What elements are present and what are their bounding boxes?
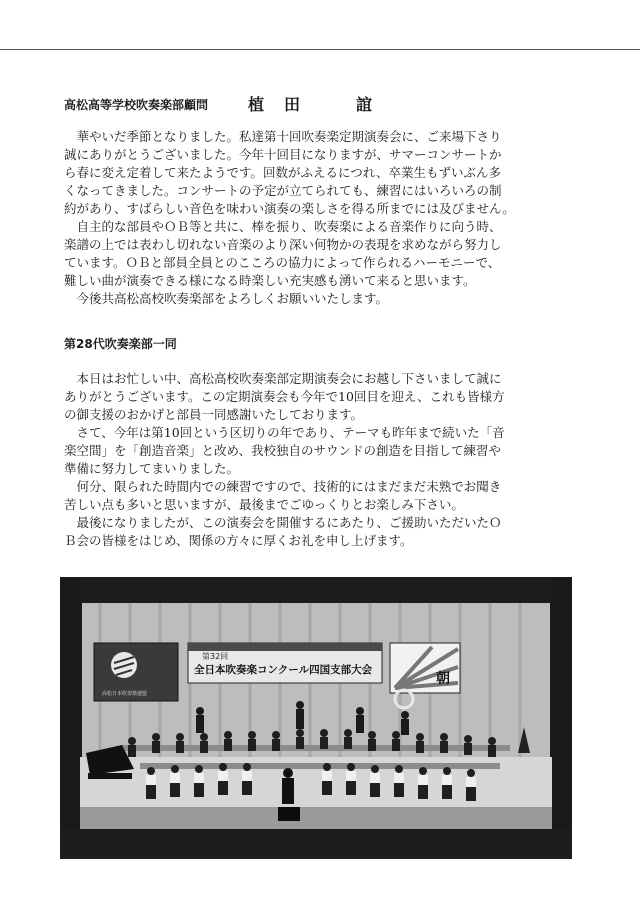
advisor-given-name: 誼 (356, 95, 373, 114)
club-line: 何分、限られた時間内での練習ですので、技術的にはまだまだ未熟でお聞き (64, 479, 502, 494)
club-line: 準備に努力してまいりました。 (64, 461, 240, 476)
advisor-line: 誠にありがとうございました。今年十回目になりますが、サマーコンサートか (64, 147, 502, 162)
banner-title: 全日本吹奏楽コンクール四国支部大会 (194, 664, 373, 676)
advisor-title: 高松高等学校吹奏楽部顧問 (64, 98, 209, 112)
advisor-line: くなってきました。コンサートの予定が立てられても、練習にはいろいろの制 (64, 183, 502, 198)
advisor-line: 自主的な部員やＯＢ等と共に、棒を振り、吹奏楽による音楽作りに向う時、 (64, 219, 502, 234)
advisor-message (64, 128, 576, 308)
club-heading: 第28代吹奏楽部一同 (64, 337, 177, 351)
left-board-text: 高松日本吹奏楽連盟 (102, 691, 148, 697)
advisor-line: 難しい曲が演奏できる様になる時楽しい充実感も湧いて来ると思います。 (64, 273, 476, 288)
flag-text: 朝 (436, 671, 450, 687)
club-line: の御支援のおかげと部員一同感謝いたしております。 (64, 407, 364, 422)
club-line: ありがとうございます。この定期演奏会も今年で10回目を迎え、これも皆様方 (64, 389, 505, 404)
banner-edition: 第32回 (202, 652, 229, 661)
advisor-line: 華やいだ季節となりました。私達第十回吹奏楽定期演奏会に、ご来場下さり (64, 129, 502, 144)
club-line: 最後になりましたが、この演奏会を開催するにあたり、ご援助いただいたＯ (64, 515, 502, 530)
advisor-line: 今後共高松高校吹奏楽部をよろしくお願いいたします。 (64, 291, 389, 306)
advisor-line: 約があり、すばらしい音色を味わい演奏の楽しさを得る所までには及びません。 (64, 201, 515, 216)
club-line: 本日はお忙しい中、高松高校吹奏楽部定期演奏会にお越し下さいまして誠に (64, 371, 502, 386)
advisor-line: ら春に変え定着して来たようです。回数がふえるにつれ、卒業生もずいぶん多 (64, 165, 502, 180)
advisor-line: ています。ＯＢと部員全員とのこころの協力によって作られるハーモニーで、 (64, 255, 501, 270)
advisor-heading (64, 92, 584, 116)
top-rule (0, 49, 640, 50)
advisor-surname: 植田 (248, 95, 321, 114)
club-line: Ｂ会の皆様をはじめ、関係の方々に厚くお礼を申し上げます。 (64, 533, 413, 548)
club-line: 楽空間」を「創造音楽」と改め、我校独自のサウンドの創造を目指して練習や (64, 443, 502, 458)
advisor-line: 楽譜の上では表わし切れない音楽のより深い何物かの表現を求めながら努力し (64, 237, 502, 252)
club-line: さて、今年は第10回という区切りの年であり、テーマも昨年まで続いた「音 (64, 425, 505, 440)
club-message (64, 370, 576, 550)
club-line: 苦しい点も多いと思いますが、最後までごゆっくりとお楽しみ下さい。 (64, 497, 464, 512)
concert-photo (60, 577, 572, 859)
